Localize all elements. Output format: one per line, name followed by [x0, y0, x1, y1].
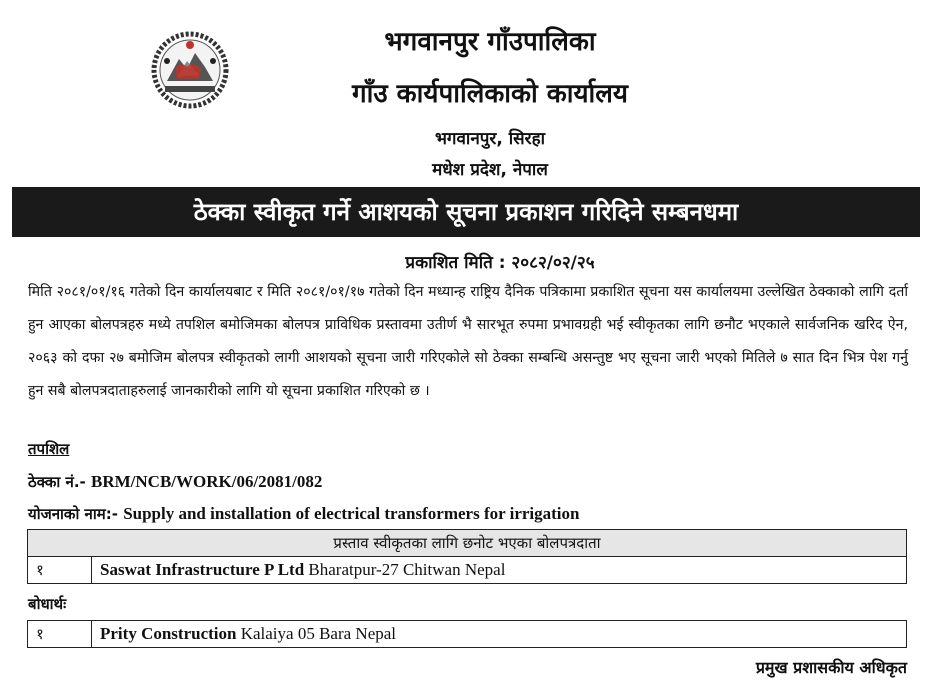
signatory-title: प्रमुख प्रशासकीय अधिकृत: [755, 658, 907, 677]
project-name-line: [28, 504, 579, 524]
project-name: Supply and installation of electrical transformers for irrigation: [123, 504, 580, 523]
informed-label: बोधार्थः: [28, 595, 67, 613]
nepal-emblem-icon: [147, 31, 233, 109]
details-heading: तपशिल: [28, 440, 70, 458]
org-name: भगवानपुर गाँउपालिका: [384, 27, 596, 57]
row-number: १: [28, 621, 92, 648]
tender-label: ठेक्का नं.-: [28, 473, 91, 491]
table-row: [28, 621, 907, 648]
table-row: [28, 557, 907, 584]
bidder-address: Bharatpur-27 Chitwan Nepal: [304, 560, 506, 579]
informed-table: [27, 620, 907, 648]
address-line2: मधेश प्रदेश, नेपाल: [432, 160, 548, 180]
address-line1: भगवानपुर, सिरहा: [434, 129, 546, 149]
project-label: योजनाको नाम:-: [28, 505, 124, 523]
bidder-cell: [92, 621, 907, 648]
row-number: १: [28, 557, 92, 584]
tender-number: BRM/NCB/WORK/06/2081/082: [91, 472, 323, 491]
notice-title-banner: ठेक्का स्वीकृत गर्ने आशयको सूचना प्रकाशन गरिदिने सम्बनधमा: [12, 187, 920, 237]
bidder-address: Kalaiya 05 Bara Nepal: [236, 624, 397, 643]
table-header: प्रस्ताव स्वीकृतका लागि छनोट भएका बोलपत्रदाता: [28, 530, 907, 557]
selected-bidders-table: [27, 529, 907, 584]
bidder-name: Saswat Infrastructure P Ltd: [100, 560, 305, 579]
published-date: प्रकाशित मिति : २०८२/०२/२५: [405, 253, 595, 273]
tender-number-line: [28, 472, 322, 492]
notice-body: मिति २०८१/०१/१६ गतेको दिन कार्यालयबाट र मिति २०८१/०१/१७ गतेको दिन मध्यान्ह राष्ट्रिय दैनिक पत्रिकामा प्रकाशित सूचना यस कार्यालयमा उल्लेखित ठेक्काको लागि दर्ता हुन आएका बोलपत्रहरु मध्ये तपशिल बमोजिमका बोलपत्र प्राविधिक प्रस्तावमा उतीर्ण भै सारभूत रुपमा प्रभावग्रही भई स्वीकृतका लागि छनौट भएकाले सार्वजनिक खरिद ऐन, २०६३ को दफा २७ बमोजिम बोलपत्र स्वीकृतको लागी आशयको सूचना जारी गरिएकोले सो ठेक्का सम्बन्धि असन्तुष्ट भए सूचना जारी भएको मितिले ७ सात दिन भित्र पेश गर्नु हुन सबै बोलपत्रदाताहरुलाई जानकारीको लागि यो सूचना प्रकाशित गरिएको छ ।: [28, 284, 908, 399]
office-name: गाँउ कार्यपालिकाको कार्यालय: [352, 79, 628, 109]
table-header-row: [28, 530, 907, 557]
bidder-name: Prity Construction: [100, 624, 237, 643]
bidder-cell: [92, 557, 907, 584]
